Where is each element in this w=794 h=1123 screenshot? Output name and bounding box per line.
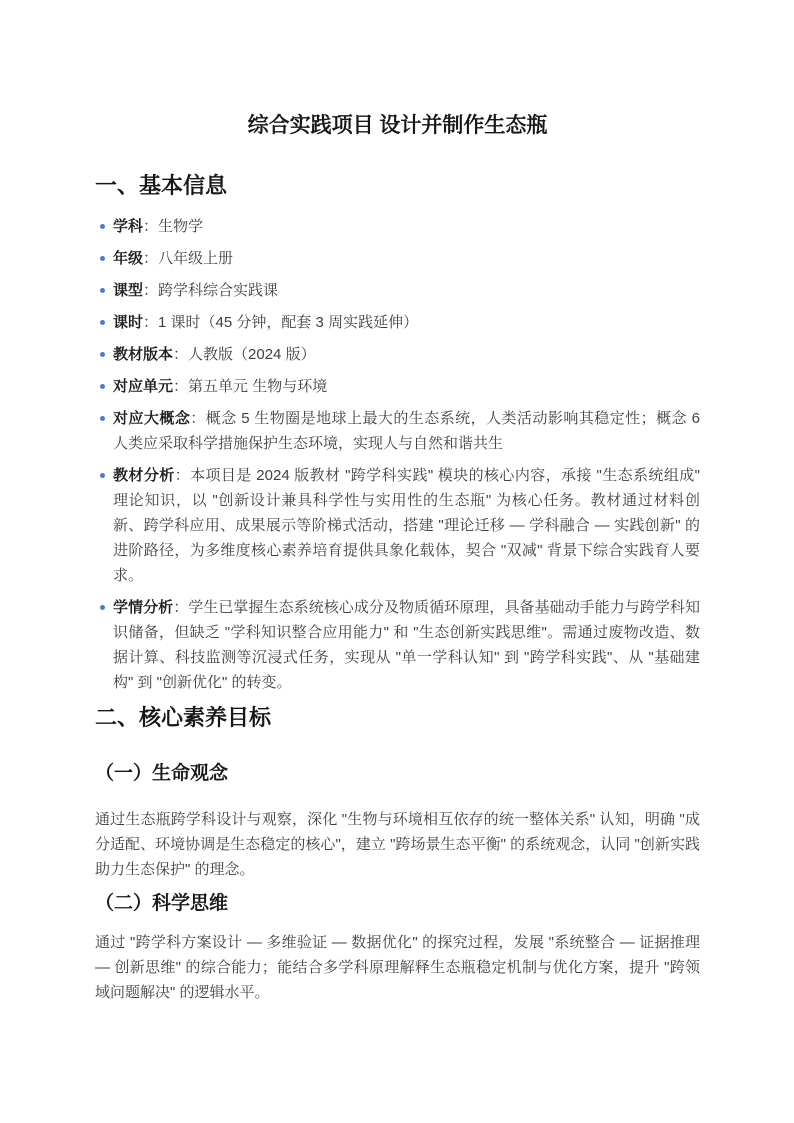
info-list: [95, 214, 700, 695]
life-concept-paragraph: 通过生态瓶跨学科设计与观察，深化 "生物与环境相互依存的统一整体关系" 认知，明确 "成分适配、环境协调是生态稳定的核心"，建立 "跨场景生态平衡" 的系统观念，认同 "创新实践助力生态保护" 的理念。: [95, 811, 700, 878]
bullet-icon: [100, 320, 105, 325]
item-label: 教材版本: [113, 346, 174, 363]
item-value: 人教版（2024 版）: [188, 346, 316, 363]
item-label: 课时: [113, 314, 144, 331]
list-item: [95, 214, 700, 239]
label-separator: ：: [173, 346, 189, 363]
core-literacy-section: [95, 704, 700, 1005]
item-value: 本项目是 2024 版教材 "跨学科实践" 模块的核心内容，承接 "生态系统组成" 理论知识，以 "创新设计兼具科学性与实用性的生态瓶" 为核心任务。教材通过材料创新、跨学科应用、成果展示等阶梯式活动，搭建 "理论迁移 — 学科融合 — 实践创新" 的进阶路径，为多维度核心素养培育提供具象化载体，契合 "双减" 背景下综合实践育人要求。: [113, 467, 700, 584]
label-separator: ：: [143, 314, 159, 331]
list-item: [95, 342, 700, 367]
label-separator: ：: [173, 378, 189, 395]
core-literacy-heading: 二、核心素养目标: [95, 705, 272, 730]
item-value: 跨学科综合实践课: [158, 282, 279, 299]
bullet-icon: [100, 352, 105, 357]
bullet-icon: [100, 288, 105, 293]
label-separator: ：: [143, 218, 159, 235]
label-separator: ：: [143, 250, 159, 267]
bullet-icon: [100, 256, 105, 261]
label-separator: ：: [143, 282, 159, 299]
list-item: [95, 310, 700, 335]
item-value: 概念 5 生物圈是地球上最大的生态系统，人类活动影响其稳定性；概念 6 人类应采取科学措施保护生态环境，实现人与自然和谐共生: [113, 410, 700, 452]
basic-info-heading: 一、基本信息: [95, 173, 228, 198]
bullet-icon: [100, 473, 105, 478]
scientific-thinking-paragraph: 通过 "跨学科方案设计 — 多维验证 — 数据优化" 的探究过程，发展 "系统整合 — 证据推理 — 创新思维" 的综合能力；能结合多学科原理解释生态瓶稳定机制与优化方案，提升 "跨领域问题解决" 的逻辑水平。: [95, 934, 700, 1001]
item-value: 学生已掌握生态系统核心成分及物质循环原理，具备基础动手能力与跨学科知识储备，但缺乏 "学科知识整合应用能力" 和 "生态创新实践思维"。需通过废物改造、数据计算、科技监测等沉浸式任务，实现从 "单一学科认知" 到 "跨学科实践"、从 "基础建构" 到 "创新优化" 的转变。: [113, 599, 700, 691]
list-item: [95, 278, 700, 303]
label-separator: ：: [190, 410, 206, 427]
bullet-icon: [100, 384, 105, 389]
list-item: [95, 374, 700, 399]
label-separator: ：: [174, 467, 191, 484]
list-item: [95, 246, 700, 271]
label-separator: ：: [173, 599, 189, 616]
item-label: 课型: [113, 282, 144, 299]
bullet-icon: [100, 416, 105, 421]
bullet-icon: [100, 605, 105, 610]
item-label: 学情分析: [113, 599, 174, 616]
item-label: 对应大概念: [113, 410, 191, 427]
item-label: 年级: [113, 250, 144, 267]
item-label: 学科: [113, 218, 144, 235]
basic-info-section: [95, 172, 700, 695]
item-label: 教材分析: [113, 467, 175, 484]
item-value: 生物学: [158, 218, 204, 235]
item-value: 1 课时（45 分钟，配套 3 周实践延伸）: [158, 314, 419, 331]
item-value: 第五单元 生物与环境: [188, 378, 328, 395]
bullet-icon: [100, 224, 105, 229]
subsection-scientific-thinking-heading: （二）科学思维: [95, 893, 229, 914]
item-value: 八年级上册: [158, 250, 234, 267]
subsection-life-concept-heading: （一）生命观念: [95, 763, 229, 784]
document-title: 综合实践项目 设计并制作生态瓶: [247, 114, 548, 137]
list-item: [95, 406, 700, 456]
list-item: [95, 595, 700, 695]
list-item: [95, 463, 700, 588]
item-label: 对应单元: [113, 378, 174, 395]
